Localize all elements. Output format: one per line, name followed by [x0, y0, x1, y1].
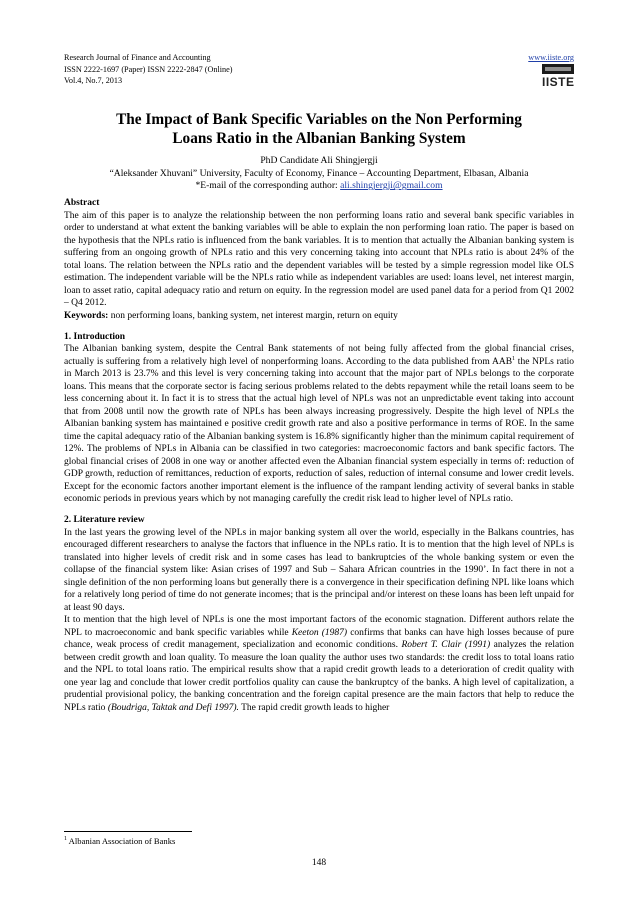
literature-paragraph-2 [64, 614, 574, 714]
literature-review-heading: 2. Literature review [64, 515, 145, 525]
running-header [64, 52, 574, 87]
email-line [64, 180, 574, 193]
lit-text-d: The rapid credit growth leads to higher [238, 702, 390, 713]
journal-url-link[interactable]: www.iiste.org [528, 53, 574, 62]
paper-title [64, 110, 574, 148]
keywords-label: Keywords: [64, 310, 109, 321]
footnote-divider [64, 831, 192, 832]
volume-line: Vol.4, No.7, 2013 [64, 76, 123, 85]
page-number: 148 [311, 858, 327, 868]
lit-text-c: analyzes the relation between credit growth and loan quality. To measure the loan quality the author uses two standards: the credit loss to total loans ratio and the NPL to total loans ratio. The empirical results show that a rapid credit growth leads to a deterioration of credit quality with one year lag and conclude that lower credit portfolios quality can cause the bankruptcy of the banks. A high level of capitalization, a prudential provisional policy, the banking concentration and the foreign capital presence are the main factors that help to reduce the NPLs ratio [64, 640, 574, 713]
author-name: PhD Candidate Ali Shingjergji [260, 155, 378, 166]
author-email-link[interactable]: ali.shingjergji@gmail.com [340, 180, 443, 192]
introduction-heading: 1. Introduction [64, 331, 126, 342]
lit-text-a: It to mention that the high level of NPLs is one the most important factors of the economic stagnation. Different authors relate the NPL to macroeconomic and bank specific variables while [64, 615, 574, 638]
abstract-heading: Abstract [64, 198, 100, 208]
footnote-text: Albanian Association of Banks [67, 836, 176, 846]
title-line-1: The Impact of Bank Specific Variables on the Non Performing [116, 111, 522, 128]
title-line-2: Loans Ratio in the Albanian Banking System [172, 130, 466, 147]
footnote-number: 1 [64, 836, 67, 843]
author-affiliation: “Aleksander Xhuvani” University, Faculty of Economy, Finance – Accounting Department, Elbasan, Albania [109, 167, 529, 179]
author-block [64, 155, 574, 193]
logo-text: IISTE [542, 75, 575, 89]
literature-paragraph-1: In the last years the growing level of the NPLs in major banking system all over the world, especially in the Balkans countries, has encouraged different researchers to analyse the factors that influence in the NPLs ratio. It is to mention that the high level of NPLs is translated into higher levels of credit risk and in some cases has lead to bankruptcies of the whole banking system or even the collapse of the financial system like: Asian crises of 1997 and Sub – Sahara African countries in the 1990’. In fact there in not a single definition of the non performing loans but generally there is a convergence in their specification defining NPL like loans which for a relatively long period of time do not generate incomes; that is the principal and/or interest on these loans has been left unpaid for at least 90 days. [64, 527, 574, 613]
intro-text-part-2: the NPLs ratio in March 2013 is 23.7% and this level is very concerning taking into account that the major part of NPLs belongs to the corporate loans. This means that the corporate sector is facing serious problems related to the debts repayment while the retail loans seem to be less concerning about it. In fact it is to stress that the actual high level of NPLs was not an unpredictable event taking into account that from 2008 until now the growth rate of NPLs has been always increasing progressively. Despite the high level of NPLs the Albanian banking system has maintained e positive credit growth rate and also a positive performance in terms of ROE. In the same time the capital adequacy ratio of the Albanian banking system is 16.8% significantly higher than the minimum capital requirement of 12%. The problems of NPLs in Albania can be classified in two categories: macroeconomic factors and bank specific factors. The global financial crises of 2008 in one way or another affected even the Albanian financial system especially in terms of: reduction of GDP growth, reduction of remittances, reduction of exports, reduction of sales, reduction of internal consume and lower credit levels. Except for the economic factors another important element is the influence of the rampant lending activity of several banks in stable economic periods in previous years which by not managing carefully the credit risk lead to higher level of NPLs ratio. [64, 356, 574, 504]
citation-boudriga: (Boudriga, Taktak and Defi 1997). [107, 702, 239, 713]
keywords-text: non performing loans, banking system, net interest margin, return on equity [108, 310, 398, 321]
email-prefix: *E-mail of the corresponding author: [195, 180, 341, 192]
footnote [64, 836, 175, 847]
citation-keeton: Keeton (1987) [291, 627, 348, 638]
footnote-marker: 1 [512, 355, 516, 362]
journal-name: Research Journal of Finance and Accounting [64, 53, 211, 62]
intro-text-part-1: The Albanian banking system, despite the Central Bank statements of not being fully affected from the global financial crises, actually is suffering from a relatively high level of nonperforming loans. According to the data published from AAB [64, 344, 574, 367]
logo-stripe [545, 67, 571, 71]
abstract-text: The aim of this paper is to analyze the relationship between the non performing loans ratio and several bank specific variables in order to understand at what extent the banking variables will be able to explain the non performing loan ratio. The paper is based on the hypothesis that the NPLs ratio is influenced from the bank variables. It is to mention that actually the Albanian banking system is suffering from an ongoing growth of NPLs ratio and this very concerning taking into account that NPLs ratio is about 24% of the total loans. The relation between the NPLs ratio and the dependent variables will be tested by a simple regression model like OLS estimation. The independent variable will be the NPLs ratio while as independent variables are used: loans level, net interest margin, loan to asset ratio, capital adequacy ratio and return on equity. In the regression model are used panel data for a period from Q1 2002 – Q4 2012. [64, 210, 574, 308]
lit-text-b: confirms that banks can have high losses because of pure chance, weak process of credit management, specialization and economic conditions. [64, 627, 574, 650]
issn-line: ISSN 2222-1697 (Paper) ISSN 2222-2847 (Online) [64, 64, 233, 74]
iiste-logo [542, 64, 574, 90]
introduction-paragraph [64, 343, 574, 506]
citation-clair: Robert T. Clair (1991) [401, 640, 491, 650]
keywords-line [64, 310, 574, 323]
paper-body [64, 197, 574, 714]
